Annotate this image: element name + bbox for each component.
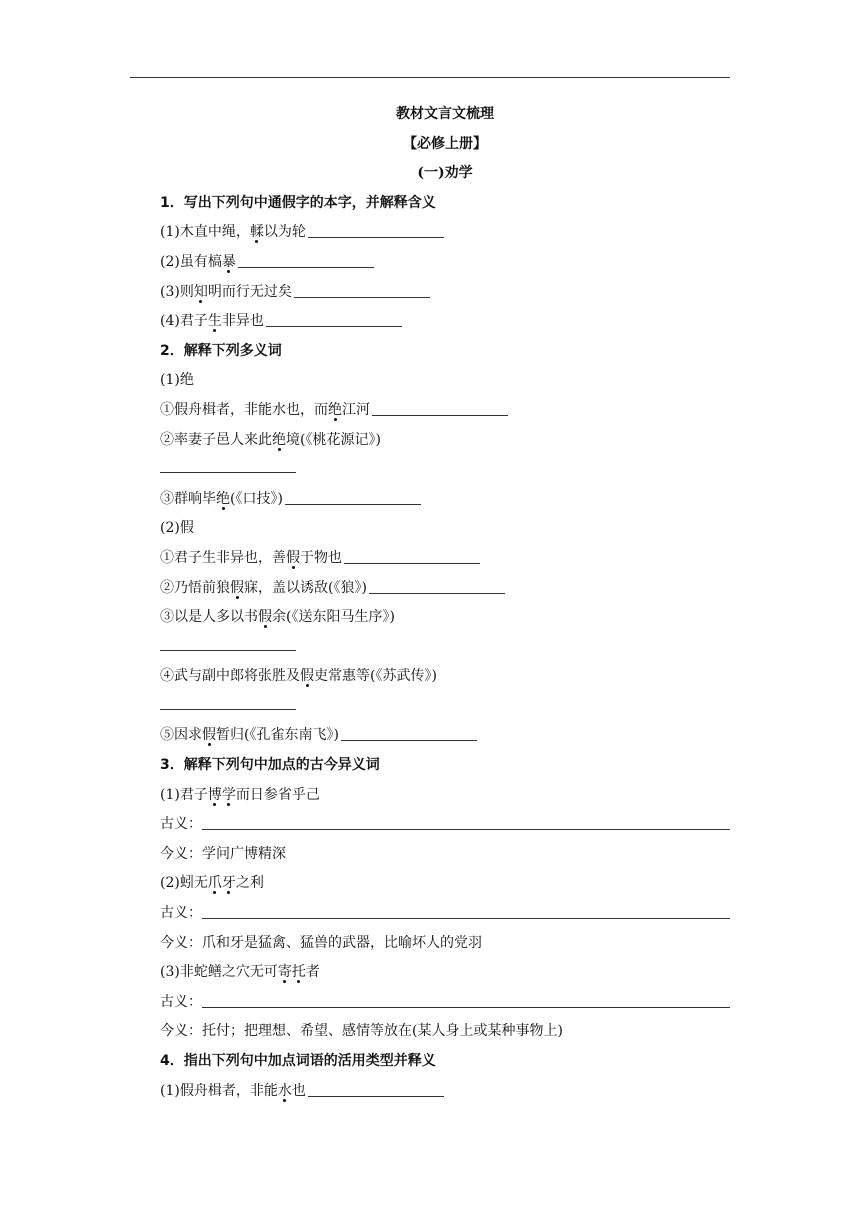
q2-label-jia: (2)假 [160,520,194,537]
q3-item-3: (3)非蛇鳝之穴无可寄托者 [160,964,320,981]
question-4-heading: 4．指出下列句中加点词语的活用类型并释义 [160,1053,436,1069]
q2-jue-item-2: ②率妻子邑人来此绝境(《桃花源记》) [160,431,381,448]
q2-jia-item-4-blank [160,692,730,722]
answer-blank[interactable] [160,636,296,651]
q3-item-1: (1)君子博学而日参省乎己 [160,786,320,803]
document-body [160,100,730,1106]
q1-item-1: (1)木直中绳，輮以为轮 [160,218,730,248]
answer-blank[interactable] [308,223,444,238]
answer-blank[interactable] [202,904,730,919]
answer-blank[interactable] [266,312,402,327]
question-1-heading: 1．写出下列句中通假字的本字，并解释含义 [160,194,436,211]
q3-item-3-jin: 今义：托付；把理想、希望、感情等放在(某人身上或某种事物上) [160,1023,563,1040]
q4-item-1: (1)假舟楫者，非能水也 [160,1077,730,1107]
question-2-heading: 2．解释下列多义词 [160,342,282,359]
answer-blank[interactable] [202,815,730,830]
q2-jia-item-5: ⑤因求假暂归(《孔雀东南飞》) [160,721,730,751]
answer-blank[interactable] [238,253,374,268]
q1-item-2: (2)虽有槁暴 [160,248,730,278]
q2-jue-item-2-blank [160,455,730,485]
q2-jue-item-3: ③群响毕绝(《口技》) [160,485,730,515]
answer-blank[interactable] [341,726,477,741]
q2-jia-item-1: ①君子生非异也，善假于物也 [160,544,730,574]
header-rule [130,77,730,78]
q3-item-1-jin: 今义：学问广博精深 [160,845,286,862]
answer-blank[interactable] [372,401,508,416]
answer-blank[interactable] [344,549,480,564]
answer-blank[interactable] [369,579,505,594]
page-title: 教材文言文梳理 [396,106,494,122]
q2-jia-item-4: ④武与副中郎将张胜及假吏常惠等(《苏武传》) [160,668,437,685]
q3-item-1-gu: 古义： [160,810,730,840]
q2-jia-item-2: ②乃悟前狼假寐，盖以诱敌(《狼》) [160,574,730,604]
q2-label-jue: (1)绝 [160,372,194,389]
answer-blank[interactable] [308,1082,444,1097]
page-subtitle: 【必修上册】 [403,135,487,152]
answer-blank[interactable] [160,695,296,710]
section-title: (一)劝学 [417,165,473,182]
q2-jia-item-3: ③以是人多以书假余(《送东阳马生序》) [160,609,395,626]
q3-item-3-gu: 古义： [160,988,730,1018]
question-3-heading: 3．解释下列句中加点的古今异义词 [160,757,380,774]
answer-blank[interactable] [160,458,296,473]
q3-item-2-gu: 古义： [160,899,730,929]
q3-item-2-jin: 今义：爪和牙是猛禽、猛兽的武器，比喻坏人的党羽 [160,934,482,951]
answer-blank[interactable] [294,283,430,298]
q3-item-2: (2)蚓无爪牙之利 [160,875,264,892]
q1-item-4: (4)君子生非异也 [160,307,730,337]
answer-blank[interactable] [202,993,730,1008]
q1-item-3: (3)则知明而行无过矣 [160,278,730,308]
q2-jue-item-1: ①假舟楫者，非能水也，而绝江河 [160,396,730,426]
answer-blank[interactable] [285,490,421,505]
q2-jia-item-3-blank [160,633,730,663]
